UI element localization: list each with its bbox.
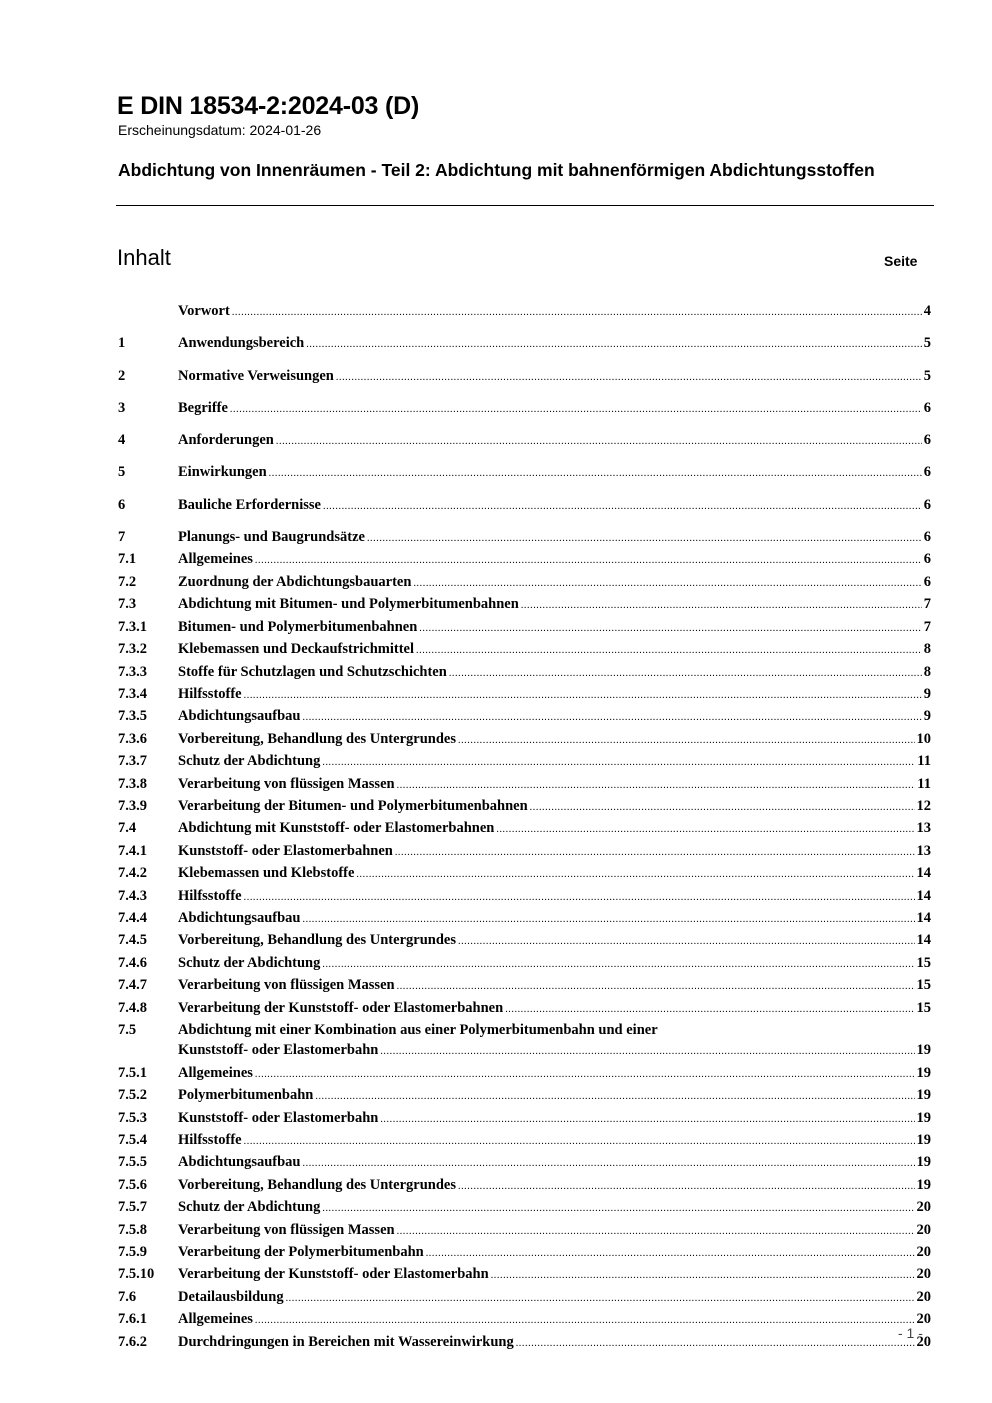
toc-entry-title: Planungs- und Baugrundsätze [178,529,365,546]
toc-entry-page: 6 [923,551,931,568]
toc-entry-title: Klebemassen und Deckaufstrichmittel [178,641,415,658]
toc-entry-title: Anforderungen [178,432,274,449]
toc-entry-number: 7.5.8 [118,1221,147,1238]
dot-leader [303,708,922,728]
dot-leader [505,1000,914,1020]
toc-entry-page: 19 [916,1087,931,1104]
toc-entry-title: Allgemeines [178,551,253,568]
dot-leader [336,368,922,388]
dot-leader [244,1132,915,1152]
toc-entry-title: Verarbeitung von flüssigen Massen [178,1221,395,1238]
toc-entry-number: 7.5.2 [118,1087,147,1104]
dot-leader [322,955,914,975]
toc-entry[interactable] [118,863,931,885]
toc-entry[interactable] [118,1309,931,1331]
toc-entry[interactable] [118,1242,931,1264]
toc-entry-title: Begriffe [178,399,228,416]
dot-leader [395,843,915,863]
toc-entry-title: Stoffe für Schutzlagen und Schutzschichten [178,663,447,680]
toc-entry-number: 7.2 [118,573,137,590]
toc-entry[interactable] [118,462,931,484]
toc-entry-title-continued: Kunststoff- oder Elastomerbahn [178,1042,379,1059]
toc-entry-title: Schutz der Abdichtung [178,753,321,770]
dot-leader [397,1222,915,1242]
toc-entry-page: 19 [916,1154,931,1171]
toc-entry[interactable] [118,953,931,975]
dot-leader [244,888,915,908]
dot-leader [232,303,922,323]
dot-leader [491,1266,915,1286]
toc-entry-page: 15 [916,999,931,1016]
dot-leader [244,686,922,706]
toc-entry[interactable] [118,729,931,751]
toc-entry-number: 7.3.5 [118,708,147,725]
dot-leader [458,731,915,751]
toc-entry-title: Abdichtungsaufbau [178,909,301,926]
toc-entry[interactable] [118,818,931,840]
toc-entry-title: Verarbeitung von flüssigen Massen [178,775,395,792]
toc-entry[interactable] [118,1197,931,1219]
dot-leader [419,619,921,639]
dot-leader [323,497,922,517]
toc-entry-page: 6 [923,464,931,481]
toc-entry-page: 9 [923,708,931,725]
toc-entry-page: 11 [917,775,931,792]
toc-entry-page: 8 [923,641,931,658]
toc-entry[interactable] [118,1332,931,1354]
toc-entry-number: 7.5.10 [118,1266,155,1283]
toc-entry-number: 4 [118,432,126,449]
toc-entry-number: 7.3.6 [118,730,147,747]
toc-entry-page: 19 [916,1176,931,1193]
toc-entry-number: 7.3.2 [118,641,147,658]
toc-entry-number: 7.3.7 [118,753,147,770]
toc-entry-number: 7.4.6 [118,954,147,971]
toc-entry-number: 7.6.2 [118,1333,147,1350]
toc-entry-page: 14 [916,932,931,949]
toc-entry-page: 20 [916,1199,931,1216]
dot-leader [230,400,922,420]
toc-entry-page: 20 [916,1311,931,1328]
toc-entry-title: Polymerbitumenbahn [178,1087,314,1104]
toc-entry-number: 7.4.8 [118,999,147,1016]
toc-entry-number: 7.3.4 [118,685,147,702]
toc-entry-page: 6 [923,399,931,416]
toc-entry[interactable] [118,572,931,594]
dot-leader [269,464,922,484]
dot-leader [496,820,914,840]
toc-entry-number: 7.4 [118,820,137,837]
toc-entry[interactable] [118,1152,931,1174]
toc-entry-page: 20 [916,1266,931,1283]
toc-entry-page: 6 [923,529,931,546]
toc-entry-number: 7.5.9 [118,1244,147,1261]
document-id: E DIN 18534-2:2024-03 (D) [117,92,420,120]
dot-leader [303,1154,915,1174]
toc-entry-page: 20 [916,1333,931,1350]
toc-entry-number: 7.3.8 [118,775,147,792]
toc-entry-number: 1 [118,335,126,352]
toc-entry-title: Kunststoff- oder Elastomerbahnen [178,842,393,859]
toc-entry-title: Vorwort [178,303,230,319]
toc-entry[interactable] [118,662,931,684]
toc-entry-page: 4 [923,303,931,319]
toc-entry-title: Einwirkungen [178,464,267,481]
toc-entry-page: 6 [923,573,931,590]
dot-leader [303,910,915,930]
dot-leader [255,551,922,571]
toc-entry-number: 7.3 [118,596,137,613]
toc-entry[interactable] [118,1108,931,1130]
toc-entry-title: Abdichtung mit Bitumen- und Polymerbitumenbahnen [178,596,519,613]
toc-entry-number: 7.3.1 [118,618,147,635]
toc-entry-title: Verarbeitung der Bitumen- und Polymerbitumenbahnen [178,797,528,814]
toc-entry-number: 2 [118,367,126,384]
toc-entry-page: 14 [916,887,931,904]
toc-entry-number: 7.6.1 [118,1311,147,1328]
toc-entry[interactable] [118,1085,931,1107]
toc-entry[interactable] [118,495,931,517]
toc-entry-page: 19 [916,1109,931,1126]
dot-leader [306,335,922,355]
toc-entry-page: 20 [916,1244,931,1261]
toc-entry[interactable] [118,594,931,616]
toc-entry-title: Normative Verweisungen [178,367,334,384]
toc-entry-title: Abdichtungsaufbau [178,1154,301,1171]
toc-entry-page: 7 [923,596,931,613]
toc-entry-page: 19 [916,1042,931,1059]
toc-entry[interactable] [118,796,931,818]
toc-entry-number: 7.3.9 [118,797,147,814]
toc-entry-title: Vorbereitung, Behandlung des Untergrundes [178,1176,456,1193]
toc-entry-number: 7.4.4 [118,909,147,926]
toc-entry-page: 11 [917,753,931,770]
toc-entry[interactable] [118,617,931,639]
toc-entry-title: Klebemassen und Klebstoffe [178,865,355,882]
toc-entry-number: 3 [118,399,126,416]
toc-entry-page: 5 [923,367,931,384]
toc-entry-title: Schutz der Abdichtung [178,954,321,971]
toc-entry-page: 9 [923,685,931,702]
toc-entry[interactable] [118,1130,931,1152]
toc-entry[interactable] [118,1264,931,1286]
toc-entry[interactable] [118,751,931,773]
dot-leader [380,1042,914,1062]
toc-entry-number: 7.5 [118,1022,137,1039]
toc-entry-title: Schutz der Abdichtung [178,1199,321,1216]
dot-leader [276,432,922,452]
dot-leader [315,1087,914,1107]
toc-entry[interactable] [118,998,931,1020]
toc-entry[interactable] [118,430,931,452]
toc-entry-title: Verarbeitung der Kunststoff- oder Elastomerbahnen [178,999,504,1016]
dot-leader [397,776,916,796]
dot-leader [458,932,915,952]
toc-entry-page: 15 [916,977,931,994]
page-column-label: Seite [884,253,918,269]
toc-entry[interactable] [118,841,931,863]
dot-leader [521,596,922,616]
toc-entry-page: 6 [923,432,931,449]
toc-entry-title: Bauliche Erfordernisse [178,496,321,513]
toc-entry-page: 13 [916,842,931,859]
toc-entry-number: 7 [118,529,126,546]
toc-entry[interactable] [118,1220,931,1242]
toc-entry-page: 19 [916,1064,931,1081]
toc-entry-page: 20 [916,1221,931,1238]
toc-entry-number: 7.5.3 [118,1109,147,1126]
toc-entry-number: 6 [118,496,126,513]
toc-entry-page: 15 [916,954,931,971]
toc-entry[interactable] [118,975,931,997]
toc-entry[interactable] [118,527,931,549]
toc-entry[interactable] [118,366,931,388]
title-divider [116,205,934,206]
dot-leader [458,1177,915,1197]
toc-entry-page: 14 [916,865,931,882]
toc-entry-title: Verarbeitung der Polymerbitumenbahn [178,1244,424,1261]
toc-entry-title: Abdichtung mit einer Kombination aus einer Polymerbitumenbahn und einer [178,1022,658,1039]
toc-entry-title: Zuordnung der Abdichtungsbauarten [178,573,412,590]
toc-entry-page: 19 [916,1132,931,1149]
toc-entry-title: Abdichtung mit Kunststoff- oder Elastomerbahnen [178,820,495,837]
toc-entry-title: Verarbeitung von flüssigen Massen [178,977,395,994]
toc-entry[interactable] [118,706,931,728]
toc-entry[interactable] [118,886,931,908]
toc-entry-number: 7.4.2 [118,865,147,882]
toc-entry-title: Verarbeitung der Kunststoff- oder Elastomerbahn [178,1266,489,1283]
dot-leader [255,1311,915,1331]
toc-entry-number: 7.5.7 [118,1199,147,1216]
dot-leader [255,1065,915,1085]
toc-entry[interactable] [118,333,931,355]
toc-entry-title: Anwendungsbereich [178,335,305,352]
toc-entry[interactable] [118,774,931,796]
table-of-contents [118,301,931,1354]
dot-leader [530,798,915,818]
dot-leader [356,865,914,885]
toc-entry-number: 7.4.7 [118,977,147,994]
toc-entry-title: Kunststoff- oder Elastomerbahn [178,1109,379,1126]
toc-entry[interactable] [118,930,931,952]
dot-leader [322,1199,914,1219]
toc-entry[interactable] [118,1287,931,1309]
toc-entry-page: 10 [916,730,931,747]
document-title: Abdichtung von Innenräumen - Teil 2: Abdichtung mit bahnenförmigen Abdichtungsstoffen [118,160,875,180]
toc-entry[interactable] [118,639,931,661]
toc-entry-title: Bitumen- und Polymerbitumenbahnen [178,618,418,635]
toc-entry[interactable] [118,1020,931,1063]
dot-leader [397,977,915,997]
toc-entry-title: Hilfsstoffe [178,887,242,904]
dot-leader [413,574,921,594]
toc-entry-number: 7.4.3 [118,887,147,904]
toc-entry-number: 7.5.1 [118,1064,147,1081]
toc-entry-title: Allgemeines [178,1311,253,1328]
toc-entry-page: 12 [916,797,931,814]
dot-leader [286,1289,915,1309]
toc-entry-title: Durchdringungen in Bereichen mit Wassereinwirkung [178,1333,514,1350]
page-number: - 1 - [898,1325,923,1341]
publication-date: Erscheinungsdatum: 2024-01-26 [118,122,322,138]
toc-heading: Inhalt [117,245,171,270]
dot-leader [426,1244,915,1264]
toc-entry[interactable] [118,684,931,706]
toc-entry-number: 7.5.5 [118,1154,147,1171]
dot-leader [516,1334,915,1354]
dot-leader [380,1110,914,1130]
toc-entry-page: 13 [916,820,931,837]
toc-entry-page: 14 [916,909,931,926]
toc-entry-number: 7.4.1 [118,842,147,859]
toc-entry-title: Hilfsstoffe [178,685,242,702]
dot-leader [416,641,922,661]
toc-entry-number: 7.1 [118,551,137,568]
toc-entry-page: 6 [923,496,931,513]
toc-entry-number: 5 [118,464,126,481]
dot-leader [449,664,922,684]
toc-entry[interactable] [118,549,931,571]
dot-leader [322,753,915,773]
toc-entry-page: 5 [923,335,931,352]
toc-entry[interactable] [118,908,931,930]
toc-entry-title: Hilfsstoffe [178,1132,242,1149]
toc-entry-number: 7.5.6 [118,1176,147,1193]
toc-entry[interactable] [118,1175,931,1197]
toc-entry[interactable] [118,301,931,323]
toc-entry-title: Detailausbildung [178,1288,284,1305]
toc-entry-title: Abdichtungsaufbau [178,708,301,725]
toc-entry-title: Vorbereitung, Behandlung des Untergrundes [178,932,456,949]
toc-entry[interactable] [118,398,931,420]
toc-entry[interactable] [118,1063,931,1085]
toc-entry-number: 7.3.3 [118,663,147,680]
toc-entry-title: Vorbereitung, Behandlung des Untergrundes [178,730,456,747]
toc-entry-page: 8 [923,663,931,680]
toc-entry-title: Allgemeines [178,1064,253,1081]
dot-leader [367,529,922,549]
toc-entry-page: 20 [916,1288,931,1305]
toc-entry-number: 7.6 [118,1288,137,1305]
toc-entry-page: 7 [923,618,931,635]
toc-entry-number: 7.4.5 [118,932,147,949]
toc-entry-number: 7.5.4 [118,1132,147,1149]
